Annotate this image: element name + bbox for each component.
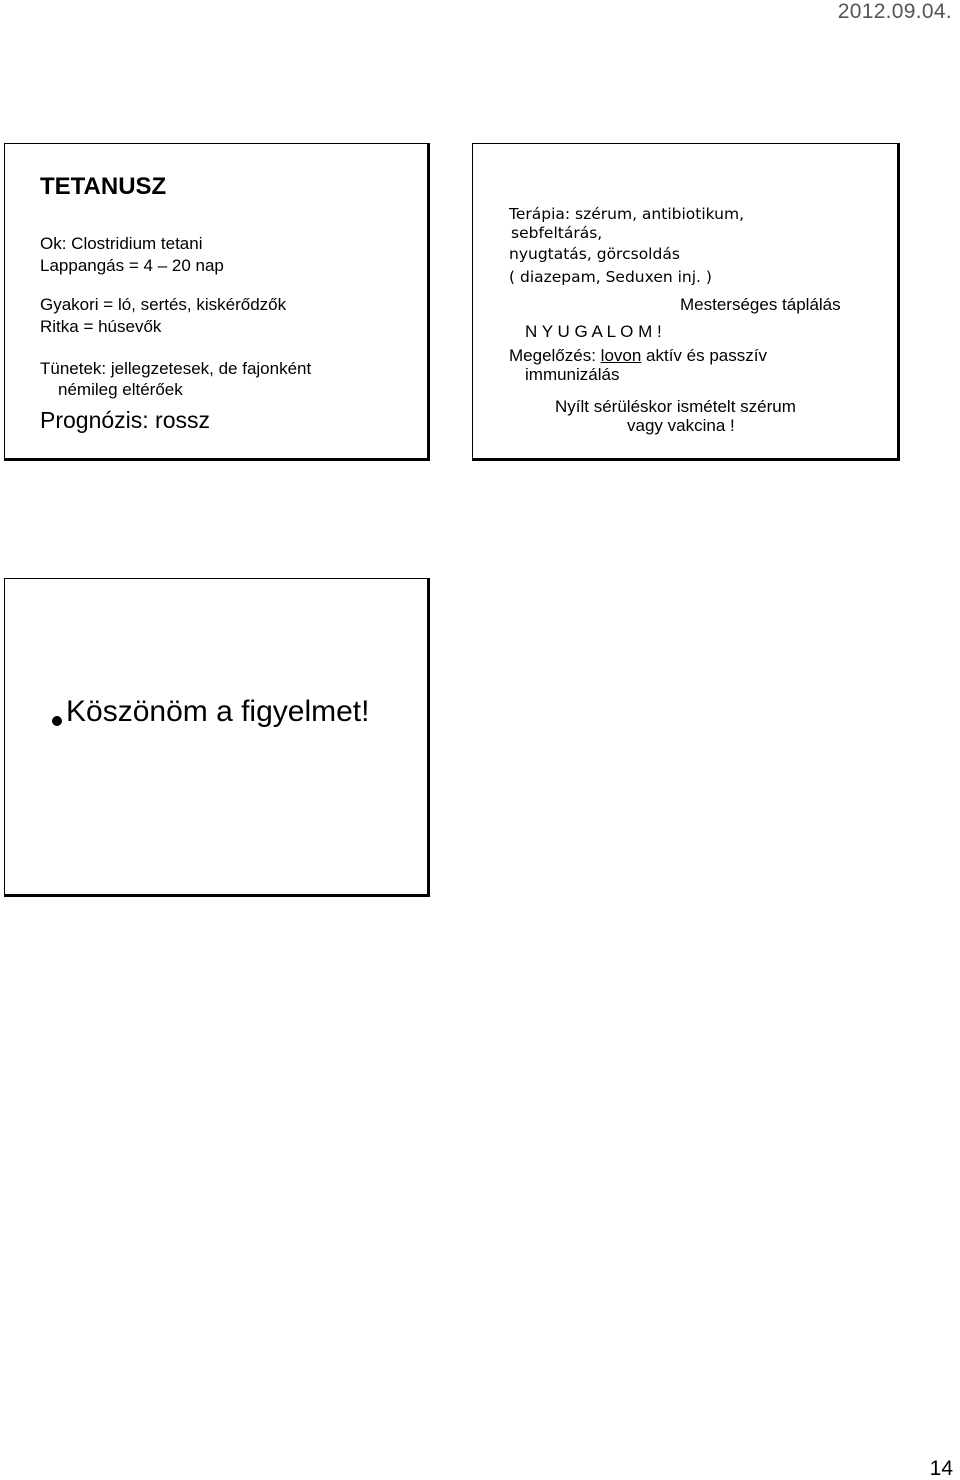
horses-word: lovon (600, 346, 642, 365)
symptoms-line-continued: némileg eltérőek (58, 380, 183, 399)
incubation-line: Lappangás = 4 – 20 nap (40, 256, 224, 275)
rest-line: N Y U G A L O M ! (525, 322, 662, 341)
prognosis-line: Prognózis: rossz (40, 407, 211, 433)
slide-title: TETANUSZ (40, 173, 167, 200)
cause-line: Ok: Clostridium tetani (40, 234, 203, 253)
feeding-line: Mesterséges táplálás (680, 295, 841, 314)
therapy-line: Terápia: szérum, antibiotikum, (509, 205, 744, 223)
vaccine-line: vagy vakcina ! (627, 416, 735, 435)
slide-tetanusz (4, 143, 430, 461)
therapy-line-continued: sebfeltárás, (511, 224, 603, 242)
bullet-icon (52, 716, 62, 726)
symptoms-line: Tünetek: jellegzetesek, de fajonként (40, 359, 312, 378)
rare-hosts-line: Ritka = húsevők (40, 317, 162, 336)
immunization-line: immunizálás (525, 365, 620, 384)
slide-therapy (472, 143, 900, 461)
print-date: 2012.09.04. (837, 0, 952, 23)
common-hosts-line: Gyakori = ló, sertés, kiskérődzők (40, 295, 287, 314)
thanks-text: Köszönöm a figyelmet! (66, 695, 370, 728)
sedation-line: nyugtatás, görcsoldás (509, 245, 680, 263)
wound-line: Nyílt sérüléskor ismételt szérum (555, 397, 796, 416)
prevention-prefix: Megelőzés: (509, 346, 601, 365)
prevention-line (509, 346, 767, 366)
slide-thanks (4, 578, 430, 897)
prevention-suffix: aktív és passzív (641, 346, 767, 365)
drugs-line: ( diazepam, Seduxen inj. ) (509, 268, 712, 286)
page-number: 14 (929, 1457, 953, 1480)
